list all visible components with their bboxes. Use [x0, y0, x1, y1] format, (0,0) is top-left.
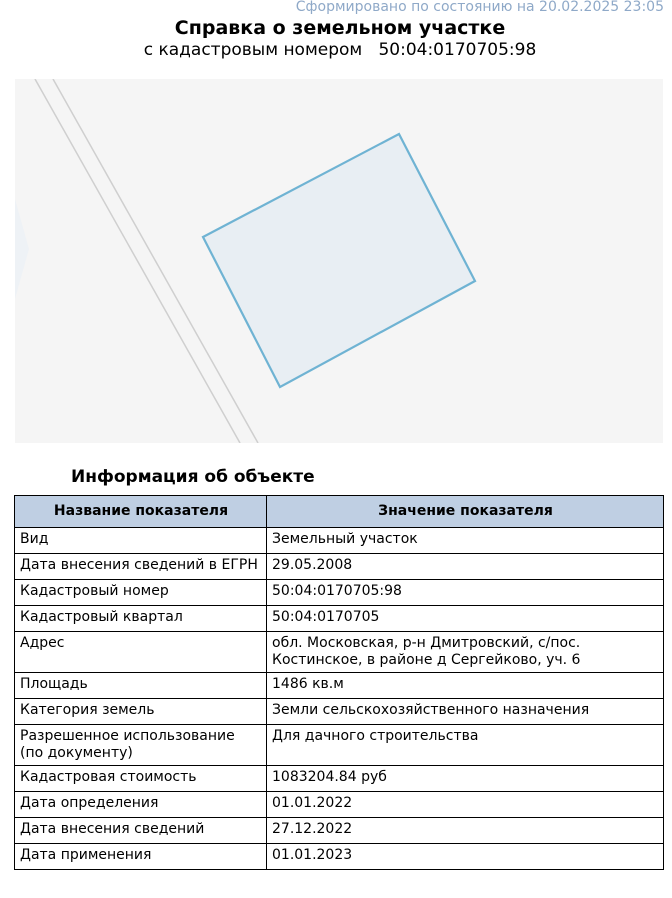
table-row: [15, 699, 664, 725]
table-row: [15, 818, 664, 844]
row-name: Кадастровый номер: [15, 580, 267, 606]
row-name: Кадастровая стоимость: [15, 766, 267, 792]
page-subtitle: с кадастровым номером 50:04:0170705:98: [143, 40, 537, 60]
row-name: Категория земель: [15, 699, 267, 725]
row-name: Дата применения: [15, 844, 267, 870]
row-value: 1486 кв.м: [267, 673, 664, 699]
table-row: [15, 766, 664, 792]
table-row: [15, 580, 664, 606]
row-value: 27.12.2022: [267, 818, 664, 844]
table-row: [15, 844, 664, 870]
row-name: Дата внесения сведений в ЕГРН: [15, 554, 267, 580]
table-row: [15, 632, 664, 673]
table-row: [15, 792, 664, 818]
row-value: 50:04:0170705:98: [267, 580, 664, 606]
info-table: [14, 495, 664, 870]
table-row: [15, 673, 664, 699]
row-name: Дата определения: [15, 792, 267, 818]
row-name: Вид: [15, 528, 267, 554]
row-name: Площадь: [15, 673, 267, 699]
row-value: Для дачного строительства: [267, 725, 664, 766]
row-name: Дата внесения сведений: [15, 818, 267, 844]
row-value: 1083204.84 руб: [267, 766, 664, 792]
row-value: Земли сельскохозяйственного назначения: [267, 699, 664, 725]
row-value: 01.01.2023: [267, 844, 664, 870]
table-row: [15, 606, 664, 632]
row-value: 29.05.2008: [267, 554, 664, 580]
row-name: Адрес: [15, 632, 267, 673]
table-row: [15, 554, 664, 580]
parcel-map-canvas: [15, 79, 663, 443]
column-header-name: Название показателя: [15, 496, 267, 528]
generated-timestamp: Сформировано по состоянию на 20.02.2025 23:05: [295, 0, 664, 15]
info-heading: Информация об объекте: [71, 467, 315, 487]
column-header-value: Значение показателя: [267, 496, 664, 528]
row-value: 50:04:0170705: [267, 606, 664, 632]
row-value: 01.01.2022: [267, 792, 664, 818]
row-value: обл. Московская, р-н Дмитровский, с/пос. Костинское, в районе д Сергейково, уч. 6: [267, 632, 664, 673]
table-row: [15, 528, 664, 554]
row-name: Кадастровый квартал: [15, 606, 267, 632]
row-value: Земельный участок: [267, 528, 664, 554]
table-row: [15, 725, 664, 766]
page-title: Справка о земельном участке: [174, 17, 506, 39]
parcel-map[interactable]: [15, 79, 663, 443]
row-name: Разрешенное использование (по документу): [15, 725, 267, 766]
info-table-header: [15, 496, 664, 528]
